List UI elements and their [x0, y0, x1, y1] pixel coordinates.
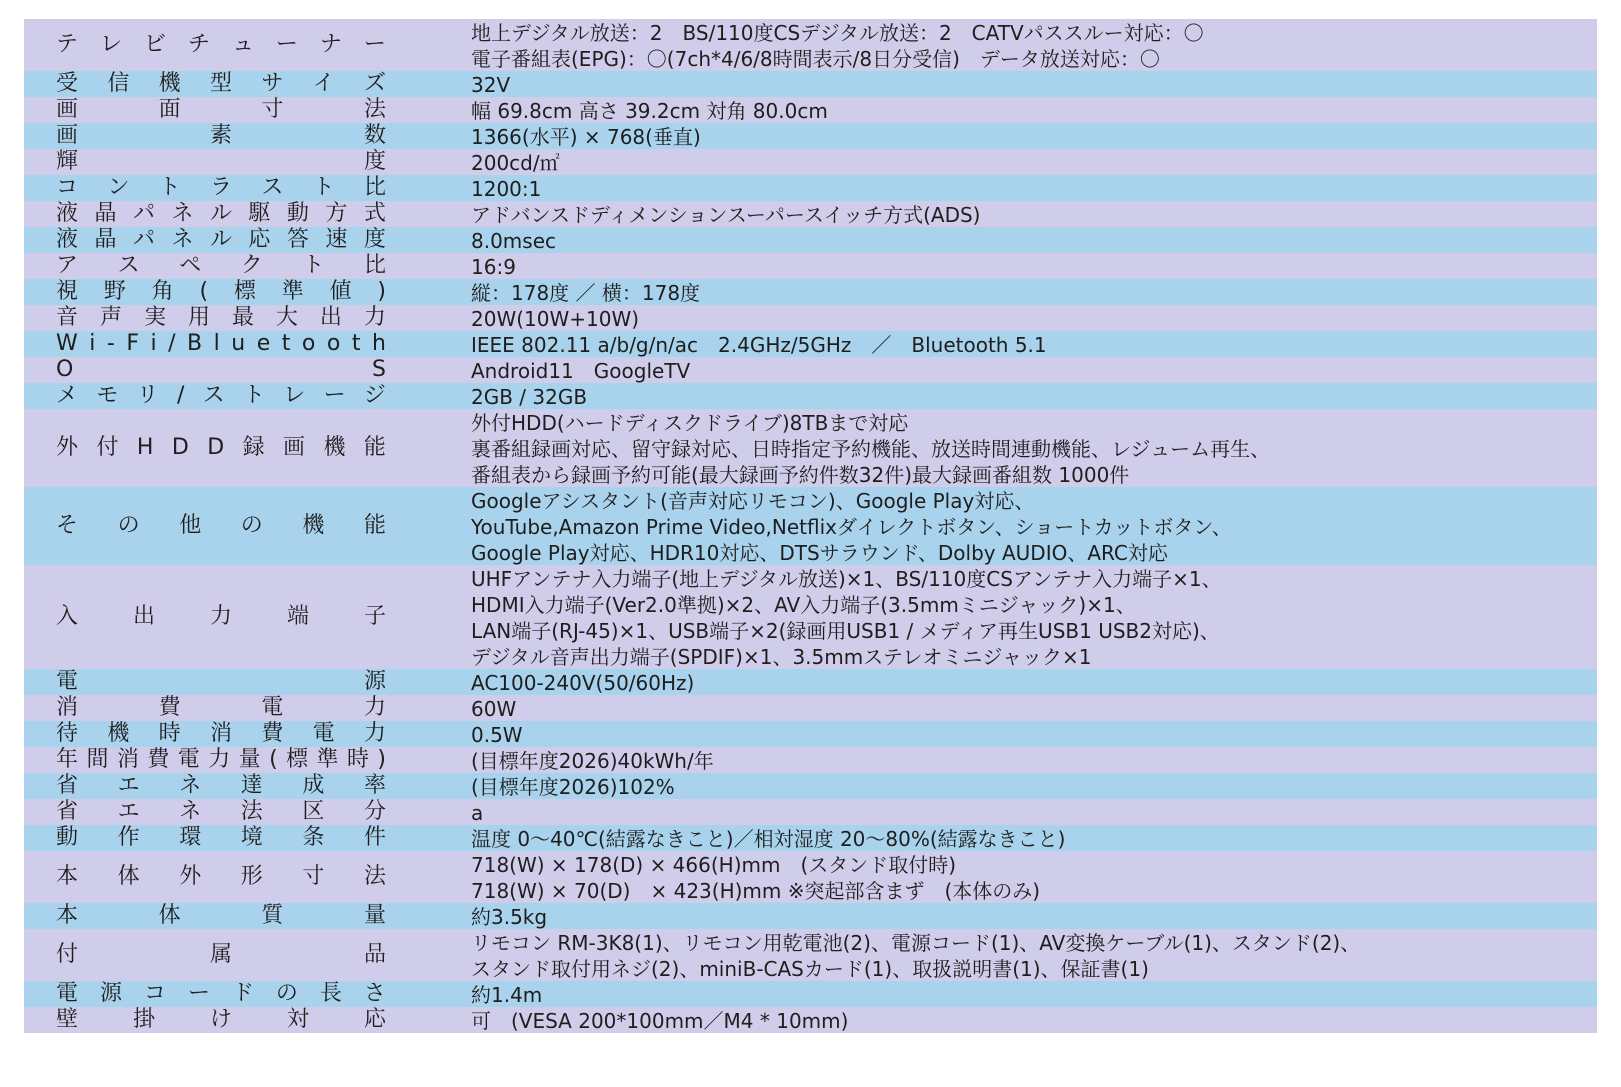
spec-row	[24, 253, 1597, 279]
spec-label: O S	[56, 357, 386, 382]
spec-label-cell	[24, 695, 424, 721]
spec-label: 受 信 機 型 サ イ ズ	[56, 71, 386, 96]
spec-value-cell	[424, 201, 1597, 227]
spec-label: 輝 度	[56, 149, 386, 174]
spec-label-cell	[24, 487, 424, 565]
spec-value-line: デジタル音声出力端子(SPDIF)×1、3.5mmステレオミニジャック×1	[471, 645, 1092, 669]
spec-value-cell	[424, 825, 1597, 851]
spec-value-line: YouTube,Amazon Prime Video,Netflixダイレクトボタン、ショートカットボタン、	[471, 515, 1232, 539]
spec-label: 省 エ ネ 法 区 分	[56, 799, 386, 824]
spec-label-cell	[24, 851, 424, 903]
spec-value-cell	[424, 747, 1597, 773]
spec-value-line: 可 (VESA 200*100mm／M4 * 10mm)	[471, 1009, 849, 1033]
spec-value-cell	[424, 981, 1597, 1007]
spec-table	[24, 19, 1597, 1033]
spec-label: 画 素 数	[56, 123, 386, 148]
spec-label-cell	[24, 565, 424, 669]
spec-label: 電 源 コ ー ド の 長 さ	[56, 981, 386, 1006]
spec-label: 本 体 質 量	[56, 903, 386, 928]
spec-value-cell	[424, 565, 1597, 669]
spec-value-line: リモコン RM-3K8(1)、リモコン用乾電池(2)、電源コード(1)、AV変換ケーブル(1)、スタンド(2)、	[471, 931, 1361, 955]
spec-value-cell	[424, 383, 1597, 409]
spec-value-line: 20W(10W+10W)	[471, 307, 640, 331]
spec-value-line: 地上デジタル放送：2 BS/110度CSデジタル放送：2 CATVパススルー対応：〇	[471, 21, 1204, 45]
spec-label-cell	[24, 981, 424, 1007]
spec-value-line: 電子番組表(EPG)：〇(7ch*4/6/8時間表示/8日分受信) データ放送対応：〇	[471, 47, 1160, 71]
spec-label-cell	[24, 383, 424, 409]
spec-value-cell	[424, 97, 1597, 123]
spec-label-cell	[24, 747, 424, 773]
spec-label: 待 機 時 消 費 電 力	[56, 721, 386, 746]
spec-value-cell	[424, 773, 1597, 799]
spec-label-cell	[24, 201, 424, 227]
spec-label: 外 付 H D D 録 画 機 能	[56, 435, 386, 460]
spec-value-cell	[424, 279, 1597, 305]
spec-value-line: IEEE 802.11 a/b/g/n/ac 2.4GHz/5GHz ／ Bluetooth 5.1	[471, 333, 1047, 357]
spec-label: 電 源	[56, 669, 386, 694]
spec-value-cell	[424, 903, 1597, 929]
spec-value-line: 外付HDD(ハードディスクドライブ)8TBまで対応	[471, 411, 909, 435]
spec-label-cell	[24, 331, 424, 357]
spec-value-line: 約3.5kg	[471, 905, 548, 929]
spec-row	[24, 97, 1597, 123]
spec-value-cell	[424, 227, 1597, 253]
spec-value-cell	[424, 253, 1597, 279]
spec-value-line: 200cd/㎡	[471, 151, 560, 175]
spec-value-cell	[424, 669, 1597, 695]
spec-value-line: 温度 0～40℃(結露なきこと)／相対湿度 20～80%(結露なきこと)	[471, 827, 1066, 851]
spec-row	[24, 487, 1597, 565]
spec-label: ア ス ペ ク ト 比	[56, 253, 386, 278]
spec-row	[24, 565, 1597, 669]
spec-value-line: 32V	[471, 73, 511, 97]
spec-value-cell	[424, 331, 1597, 357]
spec-label-cell	[24, 669, 424, 695]
spec-row	[24, 929, 1597, 981]
spec-row	[24, 357, 1597, 383]
spec-label: 本 体 外 形 寸 法	[56, 864, 386, 889]
spec-value-line: AC100-240V(50/60Hz)	[471, 671, 695, 695]
spec-value-cell	[424, 487, 1597, 565]
spec-label-cell	[24, 773, 424, 799]
spec-value-cell	[424, 929, 1597, 981]
spec-value-cell	[424, 305, 1597, 331]
spec-value-cell	[424, 175, 1597, 201]
spec-value-line: 60W	[471, 697, 517, 721]
spec-label: 視 野 角 ( 標 準 値 )	[56, 279, 386, 304]
spec-value-line: 約1.4m	[471, 983, 543, 1007]
spec-value-line: UHFアンテナ入力端子(地上デジタル放送)×1、BS/110度CSアンテナ入力端子×1、	[471, 567, 1222, 591]
spec-value-line: (目標年度2026)40kWh/年	[471, 749, 714, 773]
spec-row	[24, 331, 1597, 357]
spec-label: 入 出 力 端 子	[56, 604, 386, 629]
spec-row	[24, 825, 1597, 851]
spec-value-line: (目標年度2026)102%	[471, 775, 675, 799]
spec-label-cell	[24, 721, 424, 747]
spec-value-cell	[424, 721, 1597, 747]
spec-label-cell	[24, 357, 424, 383]
spec-value-line: 0.5W	[471, 723, 523, 747]
spec-value-line: LAN端子(RJ-45)×1、USB端子×2(録画用USB1 / メディア再生USB1 USB2対応)、	[471, 619, 1220, 643]
spec-label-cell	[24, 279, 424, 305]
spec-row	[24, 305, 1597, 331]
spec-row	[24, 721, 1597, 747]
spec-label: W i - F i / B l u e t o o t h	[56, 331, 386, 356]
spec-value-cell	[424, 357, 1597, 383]
spec-value-cell	[424, 851, 1597, 903]
spec-value-line: HDMI入力端子(Ver2.0準拠)×2、AV入力端子(3.5mmミニジャック)×1、	[471, 593, 1136, 617]
spec-value-line: 16:9	[471, 255, 516, 279]
spec-row	[24, 851, 1597, 903]
spec-label-cell	[24, 149, 424, 175]
spec-label: 動 作 環 境 条 件	[56, 825, 386, 850]
spec-label: そ の 他 の 機 能	[56, 513, 386, 538]
spec-value-line: アドバンスドディメンションスーパースイッチ方式(ADS)	[471, 203, 981, 227]
spec-value-line: 718(W) × 70(D) × 423(H)mm ※突起部含まず (本体のみ)	[471, 879, 1041, 903]
spec-label: 年 間 消 費 電 力 量 ( 標 準 時 )	[56, 747, 386, 772]
spec-label: 壁 掛 け 対 応	[56, 1007, 386, 1032]
spec-label-cell	[24, 123, 424, 149]
spec-value-line: スタンド取付用ネジ(2)、miniB-CASカード(1)、取扱説明書(1)、保証書(1)	[471, 957, 1149, 981]
spec-label-cell	[24, 305, 424, 331]
spec-value-line: 2GB / 32GB	[471, 385, 588, 409]
spec-value-line: 幅 69.8cm 高さ 39.2cm 対角 80.0cm	[471, 99, 828, 123]
spec-value-line: 裏番組録画対応、留守録対応、日時指定予約機能、放送時間連動機能、レジューム再生、	[471, 437, 1271, 461]
spec-value-line: 縦：178度 ／ 横：178度	[471, 281, 701, 305]
spec-label-cell	[24, 97, 424, 123]
spec-row	[24, 903, 1597, 929]
spec-value-cell	[424, 71, 1597, 97]
spec-value-line: Googleアシスタント(音声対応リモコン)、Google Play対応、	[471, 489, 1035, 513]
spec-label: メ モ リ / ス ト レ ー ジ	[56, 383, 386, 408]
spec-label: 画 面 寸 法	[56, 97, 386, 122]
spec-value-cell	[424, 1007, 1597, 1033]
spec-value-cell	[424, 695, 1597, 721]
spec-value-cell	[424, 149, 1597, 175]
spec-label-cell	[24, 929, 424, 981]
spec-value-line: 1200:1	[471, 177, 542, 201]
spec-label: テ レ ビ チ ュ ー ナ ー	[56, 32, 386, 57]
spec-row	[24, 227, 1597, 253]
spec-row	[24, 695, 1597, 721]
spec-row	[24, 383, 1597, 409]
spec-row	[24, 71, 1597, 97]
spec-label: 音 声 実 用 最 大 出 力	[56, 305, 386, 330]
spec-value-line: Android11 GoogleTV	[471, 359, 691, 383]
spec-value-cell	[424, 409, 1597, 487]
spec-value-line: 番組表から録画予約可能(最大録画予約件数32件)最大録画番組数 1000件	[471, 463, 1130, 487]
spec-value-line: 718(W) × 178(D) × 466(H)mm (スタンド取付時)	[471, 853, 957, 877]
spec-row	[24, 981, 1597, 1007]
spec-value-line: a	[471, 801, 484, 825]
spec-row	[24, 201, 1597, 227]
spec-label-cell	[24, 903, 424, 929]
spec-row	[24, 669, 1597, 695]
spec-row	[24, 799, 1597, 825]
spec-value-cell	[424, 799, 1597, 825]
spec-row	[24, 123, 1597, 149]
spec-value-cell	[424, 123, 1597, 149]
spec-label: 液 晶 パ ネ ル 応 答 速 度	[56, 227, 386, 252]
spec-label-cell	[24, 175, 424, 201]
spec-row	[24, 773, 1597, 799]
spec-label: 消 費 電 力	[56, 695, 386, 720]
spec-row	[24, 1007, 1597, 1033]
spec-label-cell	[24, 825, 424, 851]
spec-row	[24, 279, 1597, 305]
spec-label-cell	[24, 409, 424, 487]
spec-label: 付 属 品	[56, 942, 386, 967]
spec-value-line: 1366(水平) × 768(垂直)	[471, 125, 701, 149]
spec-row	[24, 175, 1597, 201]
spec-label-cell	[24, 71, 424, 97]
spec-label-cell	[24, 227, 424, 253]
spec-label-cell	[24, 253, 424, 279]
spec-label-cell	[24, 19, 424, 71]
spec-row	[24, 149, 1597, 175]
spec-label-cell	[24, 1007, 424, 1033]
spec-label: 省 エ ネ 達 成 率	[56, 773, 386, 798]
spec-row	[24, 19, 1597, 71]
spec-row	[24, 747, 1597, 773]
spec-label: 液 晶 パ ネ ル 駆 動 方 式	[56, 201, 386, 226]
spec-row	[24, 409, 1597, 487]
spec-label-cell	[24, 799, 424, 825]
spec-label: コ ン ト ラ ス ト 比	[56, 175, 386, 200]
spec-value-line: 8.0msec	[471, 229, 557, 253]
spec-value-line: Google Play対応、HDR10対応、DTSサラウンド、Dolby AUDIO、ARC対応	[471, 541, 1168, 565]
spec-value-cell	[424, 19, 1597, 71]
